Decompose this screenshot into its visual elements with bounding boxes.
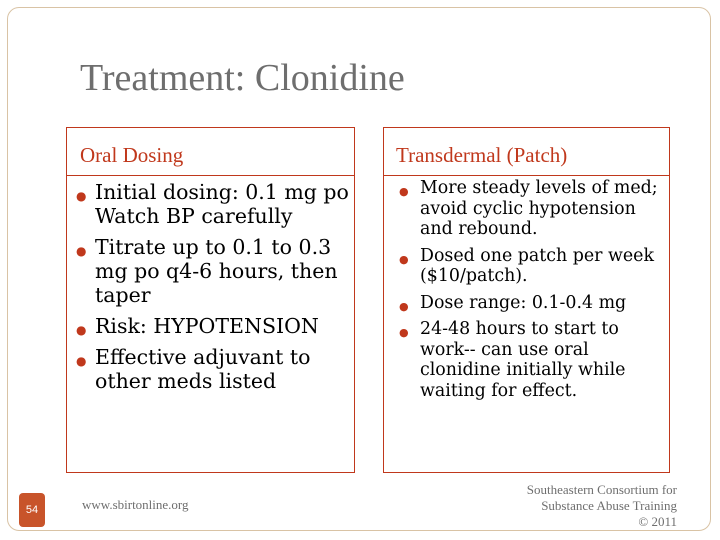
list-item [76,235,352,307]
right-bullet-list [399,178,669,407]
list-item [76,345,352,393]
bullet-icon: ● [399,185,409,198]
right-heading-top-rule [383,127,670,128]
left-column-heading: Oral Dosing [80,143,184,167]
list-item [76,314,352,338]
right-heading-right-edge [669,127,670,175]
left-bullet-list [76,180,352,400]
list-item-text: Effective adjuvant to other meds listed [95,345,311,393]
bullet-icon: ● [76,323,87,337]
left-heading-right-edge [354,127,355,175]
list-item [399,293,669,314]
footer-url: www.sbirtonline.org [82,497,189,512]
bullet-icon: ● [76,354,87,368]
list-item-text: Titrate up to 0.1 to 0.3 mg po q4-6 hours, then taper [95,235,338,307]
right-heading-left-edge [383,127,384,175]
list-item-text: 24-48 hours to start to work-- can use oral clonidine initially while waiting for effect. [420,319,626,401]
list-item-text: Dose range: 0.1-0.4 mg [420,292,627,313]
list-item [399,246,669,287]
footer-organization [527,482,677,530]
footer-org-line: Substance Abuse Training [541,498,677,513]
list-item [399,319,669,401]
footer-org-line: Southeastern Consortium for [526,482,677,497]
list-item-text: Dosed one patch per week ($10/patch). [420,245,655,286]
list-item [399,178,669,240]
list-item-text: Initial dosing: 0.1 mg po Watch BP carefully [95,180,349,228]
bullet-icon: ● [76,244,87,258]
bullet-icon: ● [399,252,409,266]
list-item-text: More steady levels of med; avoid cyclic hypotension and rebound. [420,178,658,239]
left-heading-top-rule [66,127,355,128]
footer-copyright: © 2011 [638,514,677,529]
slide-title: Treatment: Clonidine [80,57,405,99]
list-item [76,180,352,228]
bullet-icon: ● [399,326,409,339]
page-number-badge: 54 [19,493,45,527]
bullet-icon: ● [76,189,87,203]
left-heading-left-edge [66,127,67,175]
right-column-heading: Transdermal (Patch) [396,143,568,167]
list-item-text: Risk: HYPOTENSION [95,314,319,338]
bullet-icon: ● [399,299,409,313]
